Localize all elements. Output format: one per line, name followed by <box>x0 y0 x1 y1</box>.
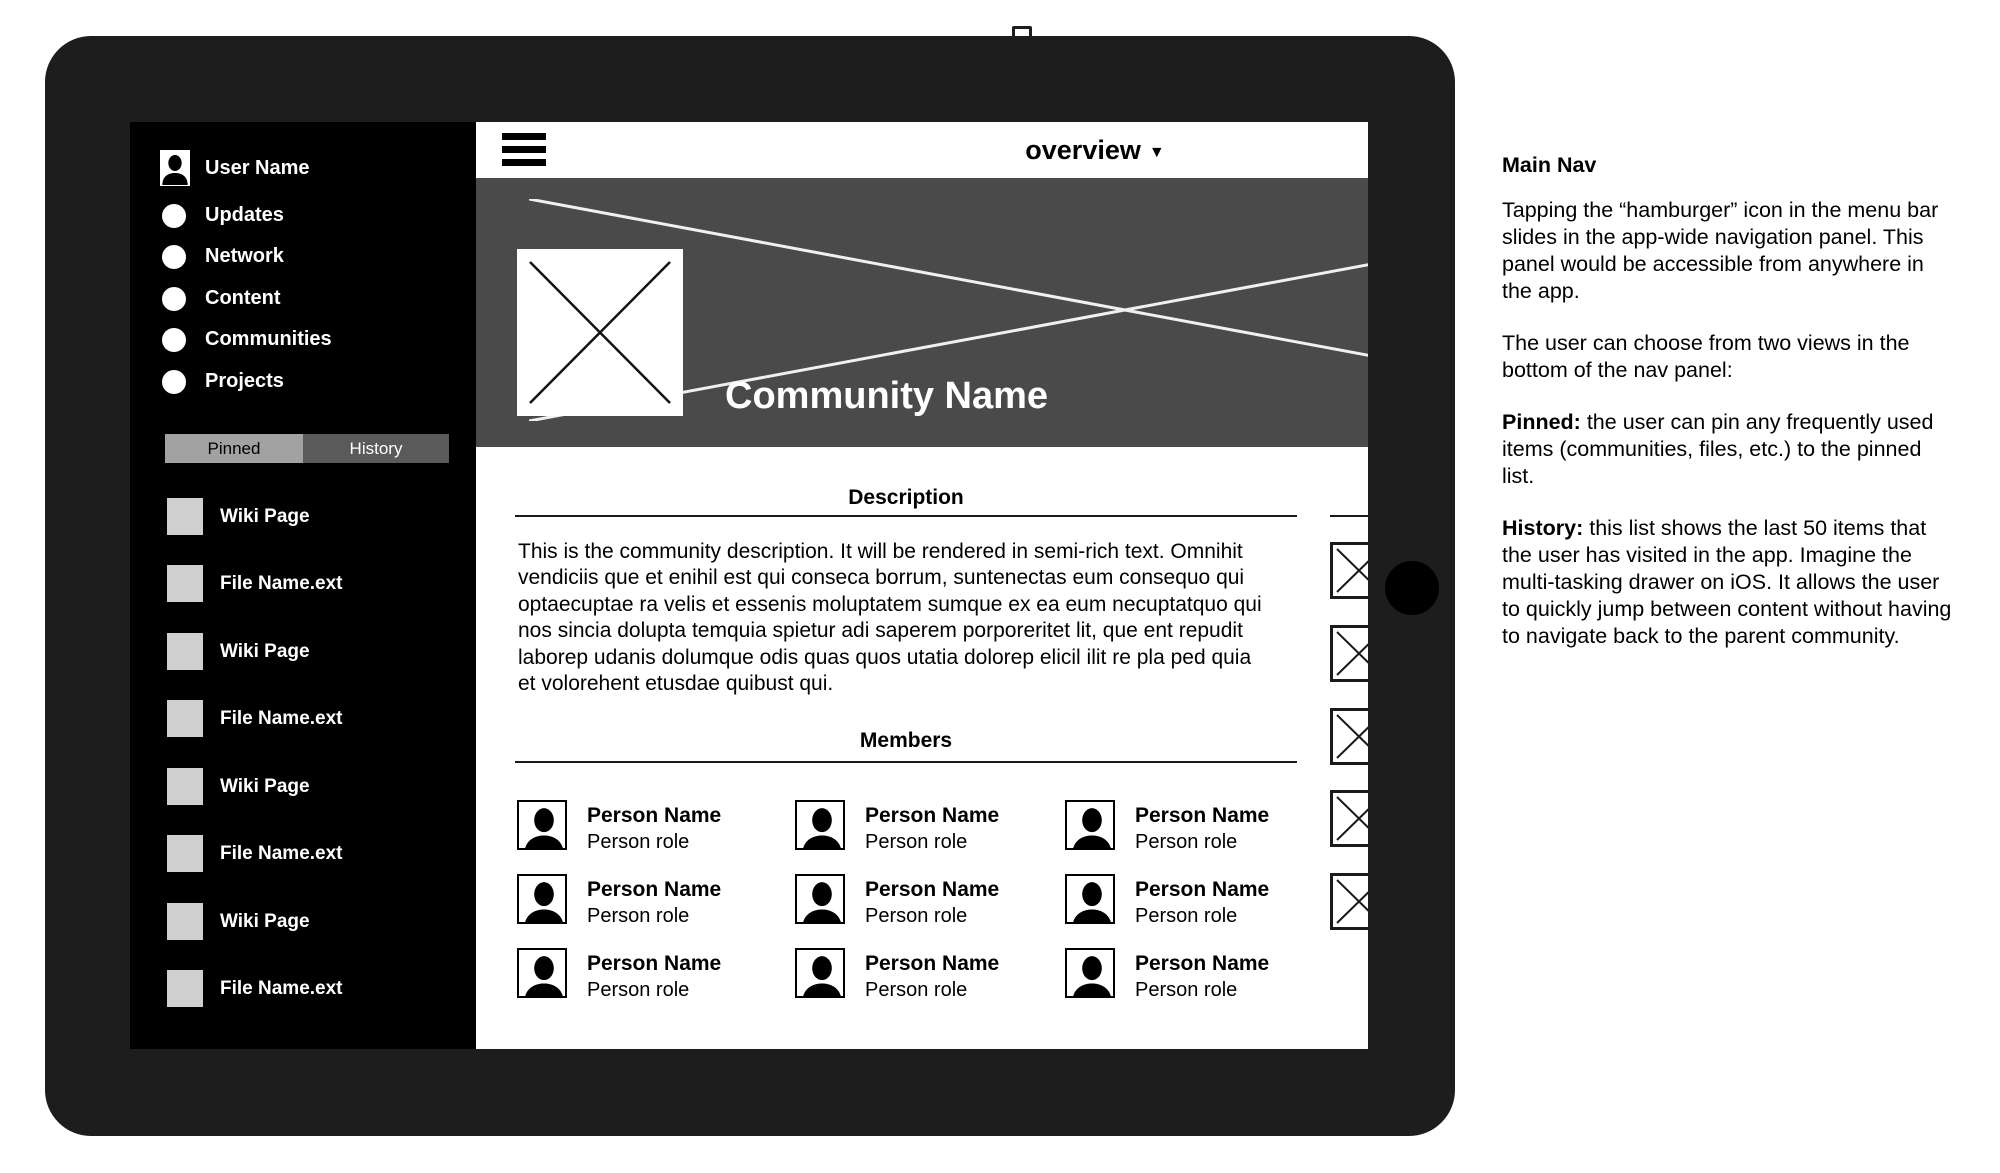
person-avatar-icon <box>1065 874 1115 924</box>
file-icon <box>167 835 203 872</box>
bullet-icon <box>162 287 186 311</box>
annotation-column <box>1502 152 1972 675</box>
sidebar-item-content[interactable]: Content <box>130 284 476 314</box>
person-avatar-icon <box>1065 948 1115 998</box>
user-name: User Name <box>205 157 310 179</box>
tab-history[interactable]: History <box>303 434 449 463</box>
pinned-item-wiki-page[interactable]: Wiki Page <box>130 633 476 670</box>
community-name: Community Name <box>725 375 1049 417</box>
pinned-item-file[interactable]: File Name.ext <box>130 970 476 1007</box>
person-avatar-icon <box>517 948 567 998</box>
member-card[interactable]: Person Name Person role <box>517 948 795 998</box>
menu-bar <box>476 122 1368 178</box>
thumbnail-placeholder[interactable] <box>1330 625 1368 682</box>
thumbnail-placeholder[interactable] <box>1330 790 1368 847</box>
page-icon <box>167 768 203 805</box>
person-avatar-icon <box>795 874 845 924</box>
community-logo-placeholder <box>517 249 683 416</box>
description-header: Description <box>848 486 964 509</box>
annotation-paragraph: Tapping the “hamburger” icon in the menu bar slides in the app-wide navigation panel. This panel would be accessible from anywhere in the app. <box>1502 198 1939 303</box>
thumbnail-placeholder[interactable] <box>1330 873 1368 930</box>
member-card[interactable]: Person Name Person role <box>517 874 795 924</box>
person-avatar-icon <box>795 800 845 850</box>
chevron-down-icon: ▼ <box>1148 144 1165 161</box>
sidebar-item-projects[interactable]: Projects <box>130 367 476 397</box>
tablet-frame <box>45 36 1455 1136</box>
pinned-item-wiki-page[interactable]: Wiki Page <box>130 768 476 805</box>
user-avatar-icon <box>160 150 190 186</box>
pinned-item-wiki-page[interactable]: Wiki Page <box>130 903 476 940</box>
page-icon <box>167 633 203 670</box>
divider <box>1330 515 1368 517</box>
home-button[interactable] <box>1385 561 1439 615</box>
community-banner <box>476 178 1368 447</box>
pinned-history-tabs <box>165 434 449 463</box>
member-card[interactable]: Person Name Person role <box>1065 800 1337 850</box>
page-icon <box>167 903 203 940</box>
members-grid <box>517 800 1337 1001</box>
file-icon <box>167 700 203 737</box>
thumbnail-placeholder[interactable] <box>1330 542 1368 599</box>
person-avatar-icon <box>795 948 845 998</box>
annotation-paragraph: Pinned: the user can pin any frequently used items (communities, files, etc.) to the pinned list. <box>1502 410 1934 488</box>
divider <box>515 761 1297 763</box>
pinned-item-file[interactable]: File Name.ext <box>130 700 476 737</box>
person-avatar-icon <box>1065 800 1115 850</box>
bullet-icon <box>162 204 186 228</box>
overview-dropdown[interactable]: overview ▼ <box>1025 135 1165 165</box>
sidebar-item-updates[interactable]: Updates <box>130 201 476 231</box>
tablet-screen <box>130 122 1368 1049</box>
community-overview-page <box>476 122 1368 1049</box>
page-icon <box>167 498 203 535</box>
sidebar-item-communities[interactable]: Communities <box>130 325 476 355</box>
community-description: This is the community description. It will be rendered in semi-rich text. Omnihit vendiciis que et enihil est qui conseca borrum, suntenectas eum consequo qui optaecuptae ra velis et essenis moluptatem sumque ex ea eum necuptatquo qui nos sincia dolupta temquia spietur adi saperem porporeritet lit, que ent repudit laborep udanis dolumque odis quas quos utatia dolorep elicil ilit re pla ped quia et volorehent etusdae quibust qui. <box>518 540 1262 696</box>
bullet-icon <box>162 370 186 394</box>
member-card[interactable]: Person Name Person role <box>795 948 1065 998</box>
pinned-item-wiki-page[interactable]: Wiki Page <box>130 498 476 535</box>
annotation-paragraph: The user can choose from two views in the bottom of the nav panel: <box>1502 331 1910 382</box>
member-card[interactable]: Person Name Person role <box>1065 948 1337 998</box>
sidebar-item-network[interactable]: Network <box>130 242 476 272</box>
nav-panel <box>130 122 476 1049</box>
annotation-title: Main Nav <box>1502 153 1597 177</box>
bullet-icon <box>162 328 186 352</box>
tab-pinned[interactable]: Pinned <box>165 434 303 463</box>
members-header: Members <box>859 729 953 752</box>
pinned-item-file[interactable]: File Name.ext <box>130 835 476 872</box>
member-card[interactable]: Person Name Person role <box>795 874 1065 924</box>
user-row[interactable] <box>130 150 476 186</box>
divider <box>515 515 1297 517</box>
pinned-item-file[interactable]: File Name.ext <box>130 565 476 602</box>
annotation-paragraph: History: this list shows the last 50 items that the user has visited in the app. Imagine the multi-tasking drawer on iOS. It allows the user to quickly jump between content without having to navigate back to the parent community. <box>1502 516 1952 648</box>
member-card[interactable]: Person Name Person role <box>517 800 795 850</box>
file-icon <box>167 565 203 602</box>
bullet-icon <box>162 245 186 269</box>
member-card[interactable]: Person Name Person role <box>1065 874 1337 924</box>
thumbnail-placeholder[interactable] <box>1330 708 1368 765</box>
person-avatar-icon <box>517 800 567 850</box>
person-avatar-icon <box>517 874 567 924</box>
member-card[interactable]: Person Name Person role <box>795 800 1065 850</box>
file-icon <box>167 970 203 1007</box>
